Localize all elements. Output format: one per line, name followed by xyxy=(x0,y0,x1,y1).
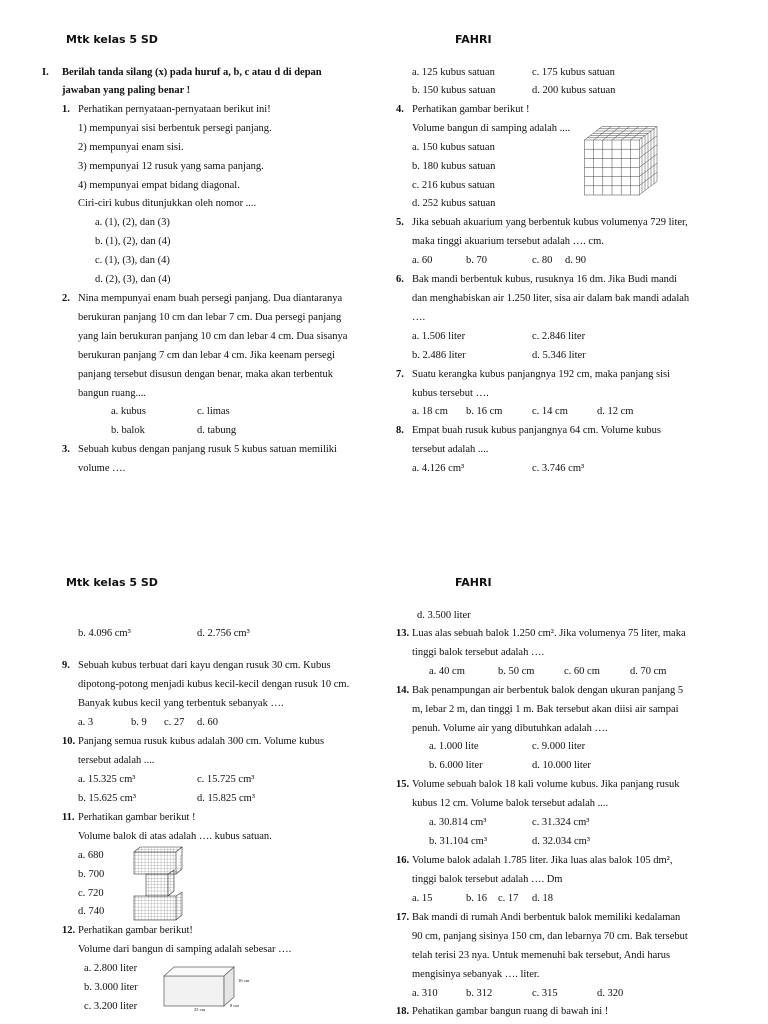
question-16-option-b[interactable]: b. 16 xyxy=(466,893,487,904)
question-9-line1: Sebuah kubus terbuat dari kayu dengan rusuk 30 cm. Kubus xyxy=(78,660,331,671)
cuboid-width-label: 8 cm xyxy=(230,1003,239,1008)
section-number: I. xyxy=(42,67,49,78)
question-2-line4: berukuran panjang 7 cm dan lebar 4 cm. Jika keenam persegi xyxy=(78,350,335,361)
question-1-option-a[interactable]: a. (1), (2), dan (3) xyxy=(95,217,170,228)
question-13-option-a[interactable]: a. 40 cm xyxy=(429,666,465,677)
question-3-option-b[interactable]: b. 150 kubus satuan xyxy=(412,85,496,96)
question-17-option-c[interactable]: c. 315 xyxy=(532,988,558,999)
question-15-number: 15. xyxy=(396,779,410,790)
question-1-option-b[interactable]: b. (1), (2), dan (4) xyxy=(95,236,171,247)
question-14-line1: Bak penampungan air berbentuk balok dengan ukuran panjang 5 xyxy=(412,685,684,696)
question-1-statement-1: 1) mempunyai sisi berbentuk persegi panjang. xyxy=(78,123,272,134)
question-1-number: 1. xyxy=(62,104,70,115)
question-13-option-c[interactable]: c. 60 cm xyxy=(564,666,600,677)
question-17-line3: telah terisi 23 nya. Untuk memenuhi bak tersebut, Andi harus xyxy=(412,950,671,961)
question-12-option-d[interactable]: d. 3.500 liter xyxy=(417,610,471,621)
page-header-subject: Mtk kelas 5 SD xyxy=(66,576,158,589)
question-12-ask: Volume dari bangun di samping adalah sebesar …. xyxy=(78,944,292,955)
question-7-option-a[interactable]: a. 18 cm xyxy=(412,406,448,417)
question-8-line2: tersebut adalah .... xyxy=(412,444,489,455)
question-12-option-b[interactable]: b. 3.000 liter xyxy=(84,982,138,993)
question-15-line2: kubus 12 cm. Volume balok tersebut adalah .... xyxy=(412,798,609,809)
question-8-number: 8. xyxy=(396,425,404,436)
page-header-subject: Mtk kelas 5 SD xyxy=(66,33,158,46)
question-17-line4: mengisinya sebanyak …. liter. xyxy=(412,969,540,980)
question-11-number: 11. xyxy=(62,812,75,823)
question-1-ask: Ciri-ciri kubus ditunjukkan oleh nomor .... xyxy=(78,198,257,209)
question-1-statement-2: 2) mempunyai enam sisi. xyxy=(78,142,184,153)
question-11-stem: Perhatikan gambar berikut ! xyxy=(78,812,196,823)
question-17-line2: 90 cm, panjang sisinya 150 cm, dan lebarnya 70 cm. Bak tersebut xyxy=(412,931,688,942)
question-8-option-c[interactable]: c. 3.746 cm³ xyxy=(532,463,585,474)
question-12-option-c[interactable]: c. 3.200 liter xyxy=(84,1001,138,1012)
worksheet-page-2 xyxy=(0,512,768,1024)
question-2-line6: bangun ruang.... xyxy=(78,388,146,399)
question-15-option-d[interactable]: d. 32.034 cm³ xyxy=(532,836,590,847)
question-2-line2: berukuran panjang 10 cm dan lebar 7 cm. Dua persegi panjang xyxy=(78,312,342,323)
question-15-option-c[interactable]: c. 31.324 cm³ xyxy=(532,817,590,828)
question-5-line1: Jika sebuah akuarium yang berbentuk kubus volumenya 729 liter, xyxy=(412,217,688,228)
question-9-option-b[interactable]: b. 9 xyxy=(131,717,147,728)
question-14-number: 14. xyxy=(396,685,410,696)
question-13-option-d[interactable]: d. 70 cm xyxy=(630,666,667,677)
question-10-line1: Panjang semua rusuk kubus adalah 300 cm. Volume kubus xyxy=(78,736,325,747)
question-2-option-b[interactable]: b. balok xyxy=(111,425,145,436)
question-6-line1: Bak mandi berbentuk kubus, rusuknya 16 dm. Jika Budi mandi xyxy=(412,274,678,285)
question-16-number: 16. xyxy=(396,855,410,866)
section-instruction-line2: jawaban yang paling benar ! xyxy=(62,85,191,96)
question-1-stem: Perhatikan pernyataan-pernyataan berikut ini! xyxy=(78,104,271,115)
question-11-option-c[interactable]: c. 720 xyxy=(78,888,104,899)
question-10-line2: tersebut adalah .... xyxy=(78,755,155,766)
question-2-line3: yang lain berukuran panjang 10 cm dan lebar 4 cm. Dua sisanya xyxy=(78,331,348,342)
question-1-option-d[interactable]: d. (2), (3), dan (4) xyxy=(95,274,171,285)
question-10-option-a[interactable]: a. 15.325 cm³ xyxy=(78,774,136,785)
question-17-option-b[interactable]: b. 312 xyxy=(466,988,493,999)
question-11-option-d[interactable]: d. 740 xyxy=(78,906,105,917)
question-17-option-a[interactable]: a. 310 xyxy=(412,988,438,999)
question-16-line1: Volume balok adalah 1.785 liter. Jika luas alas balok 105 dm², xyxy=(412,855,673,866)
question-4-ask: Volume bangun di samping adalah .... xyxy=(412,123,571,134)
question-16-option-c[interactable]: c. 17 xyxy=(498,893,519,904)
question-2-option-a[interactable]: a. kubus xyxy=(111,406,146,417)
question-3-option-c[interactable]: c. 175 kubus satuan xyxy=(532,67,615,78)
question-4-option-a[interactable]: a. 150 kubus satuan xyxy=(412,142,495,153)
question-1-statement-3: 3) mempunyai 12 rusuk yang sama panjang. xyxy=(78,161,264,172)
question-5-option-b[interactable]: b. 70 xyxy=(466,255,487,266)
question-4-number: 4. xyxy=(396,104,404,115)
question-6-option-c[interactable]: c. 2.846 liter xyxy=(532,331,586,342)
question-7-line2: kubus tersebut …. xyxy=(412,388,489,399)
question-17-line1: Bak mandi di rumah Andi berbentuk balok memiliki kedalaman xyxy=(412,912,681,923)
question-5-option-a[interactable]: a. 60 xyxy=(412,255,433,266)
question-10-option-b[interactable]: b. 15.625 cm³ xyxy=(78,793,136,804)
section-instruction-line1: Berilah tanda silang (x) pada huruf a, b, c atau d di depan xyxy=(62,67,322,78)
question-7-option-b[interactable]: b. 16 cm xyxy=(466,406,503,417)
question-14-line3: penuh. Volume air yang dibutuhkan adalah …. xyxy=(412,723,608,734)
question-17-number: 17. xyxy=(396,912,410,923)
question-12-stem: Perhatikan gambar berikut! xyxy=(78,925,193,936)
page-header-name: FAHRI xyxy=(455,33,492,46)
question-1-statement-4: 4) mempunyai empat bidang diagonal. xyxy=(78,180,240,191)
question-13-number: 13. xyxy=(396,628,410,639)
stacked-blocks-figure xyxy=(132,846,188,924)
question-5-option-d[interactable]: d. 90 xyxy=(565,255,586,266)
question-14-option-b[interactable]: b. 6.000 liter xyxy=(429,760,483,771)
question-2-line1: Nina mempunyai enam buah persegi panjang. Dua diantaranya xyxy=(78,293,343,304)
question-14-option-c[interactable]: c. 9.000 liter xyxy=(532,741,586,752)
cuboid-height-label: 16 cm xyxy=(238,978,250,983)
question-2-option-c[interactable]: c. limas xyxy=(197,406,230,417)
question-8-option-d[interactable]: d. 2.756 cm³ xyxy=(197,628,250,639)
question-13-line1: Luas alas sebuah balok 1.250 cm². Jika volumenya 75 liter, maka xyxy=(412,628,686,639)
question-12-option-a[interactable]: a. 2.800 liter xyxy=(84,963,138,974)
question-14-option-a[interactable]: a. 1.000 lite xyxy=(429,741,479,752)
question-3-option-d[interactable]: d. 200 kubus satuan xyxy=(532,85,616,96)
question-9-line3: Banyak kubus kecil yang terbentuk sebanyak …. xyxy=(78,698,284,709)
question-15-line1: Volume sebuah balok 18 kali volume kubus. Jika panjang rusuk xyxy=(412,779,680,790)
question-6-line3: …. xyxy=(412,312,426,323)
question-9-option-a[interactable]: a. 3 xyxy=(78,717,94,728)
question-11-option-b[interactable]: b. 700 xyxy=(78,869,105,880)
question-3-line2: volume …. xyxy=(78,463,126,474)
question-8-line1: Empat buah rusuk kubus panjangnya 64 cm. Volume kubus xyxy=(412,425,661,436)
question-1-option-c[interactable]: c. (1), (3), dan (4) xyxy=(95,255,170,266)
cuboid-length-label: 25 cm xyxy=(194,1007,206,1012)
question-16-line2: tinggi balok tersebut adalah …. Dm xyxy=(412,874,563,885)
question-16-option-a[interactable]: a. 15 xyxy=(412,893,433,904)
question-7-number: 7. xyxy=(396,369,404,380)
question-4-option-b[interactable]: b. 180 kubus satuan xyxy=(412,161,496,172)
question-5-option-c[interactable]: c. 80 xyxy=(532,255,553,266)
question-2-number: 2. xyxy=(62,293,70,304)
question-15-option-b[interactable]: b. 31.104 cm³ xyxy=(429,836,487,847)
question-5-number: 5. xyxy=(396,217,404,228)
question-9-number: 9. xyxy=(62,660,70,671)
question-9-option-c[interactable]: c. 27 xyxy=(164,717,185,728)
cuboid-figure xyxy=(162,964,254,1012)
question-6-option-d[interactable]: d. 5.346 liter xyxy=(532,350,586,361)
question-6-option-a[interactable]: a. 1.506 liter xyxy=(412,331,466,342)
question-10-option-c[interactable]: c. 15.725 cm³ xyxy=(197,774,255,785)
question-3-line1: Sebuah kubus dengan panjang rusuk 5 kubus satuan memiliki xyxy=(78,444,337,455)
question-18-line1: Pehatikan gambar bangun ruang di bawah ini ! xyxy=(412,1006,609,1017)
question-4-option-d[interactable]: d. 252 kubus satuan xyxy=(412,198,496,209)
question-14-line2: m, lebar 2 m, dan tinggi 1 m. Bak tersebut akan diisi air sampai xyxy=(412,704,679,715)
question-14-option-d[interactable]: d. 10.000 liter xyxy=(532,760,591,771)
question-2-option-d[interactable]: d. tabung xyxy=(197,425,237,436)
question-10-number: 10. xyxy=(62,736,76,747)
question-4-stem: Perhatikan gambar berikut ! xyxy=(412,104,530,115)
question-13-line2: tinggi balok tersebut adalah …. xyxy=(412,647,545,658)
question-6-line2: dan menghabiskan air 1.250 liter, sisa air dalam bak mandi adalah xyxy=(412,293,690,304)
question-11-option-a[interactable]: a. 680 xyxy=(78,850,104,861)
question-10-option-d[interactable]: d. 15.825 cm³ xyxy=(197,793,255,804)
page-header-name: FAHRI xyxy=(455,576,492,589)
question-9-line2: dipotong-potong menjadi kubus kecil-kecil dengan rusuk 10 cm. xyxy=(78,679,350,690)
question-15-option-a[interactable]: a. 30.814 cm³ xyxy=(429,817,487,828)
question-9-option-d[interactable]: d. 60 xyxy=(197,717,218,728)
question-3-number: 3. xyxy=(62,444,70,455)
question-11-ask: Volume balok di atas adalah …. kubus satuan. xyxy=(78,831,272,842)
question-6-number: 6. xyxy=(396,274,404,285)
question-8-option-b[interactable]: b. 4.096 cm³ xyxy=(78,628,131,639)
question-13-option-b[interactable]: b. 50 cm xyxy=(498,666,535,677)
question-12-number: 12. xyxy=(62,925,76,936)
question-18-number: 18. xyxy=(396,1006,410,1017)
question-7-option-c[interactable]: c. 14 cm xyxy=(532,406,568,417)
question-3-option-a[interactable]: a. 125 kubus satuan xyxy=(412,67,495,78)
question-2-line5: panjang tersebut disusun dengan benar, maka akan terbentuk xyxy=(78,369,333,380)
question-17-option-d[interactable]: d. 320 xyxy=(597,988,624,999)
question-7-option-d[interactable]: d. 12 cm xyxy=(597,406,634,417)
question-7-line1: Suatu kerangka kubus panjangnya 192 cm, maka panjang sisi xyxy=(412,369,671,380)
question-16-option-d[interactable]: d. 18 xyxy=(532,893,553,904)
question-4-option-c[interactable]: c. 216 kubus satuan xyxy=(412,180,495,191)
question-8-option-a[interactable]: a. 4.126 cm³ xyxy=(412,463,465,474)
cube-grid-figure xyxy=(584,126,658,196)
question-6-option-b[interactable]: b. 2.486 liter xyxy=(412,350,466,361)
question-5-line2: maka tinggi akuarium tersebut adalah …. cm. xyxy=(412,236,604,247)
